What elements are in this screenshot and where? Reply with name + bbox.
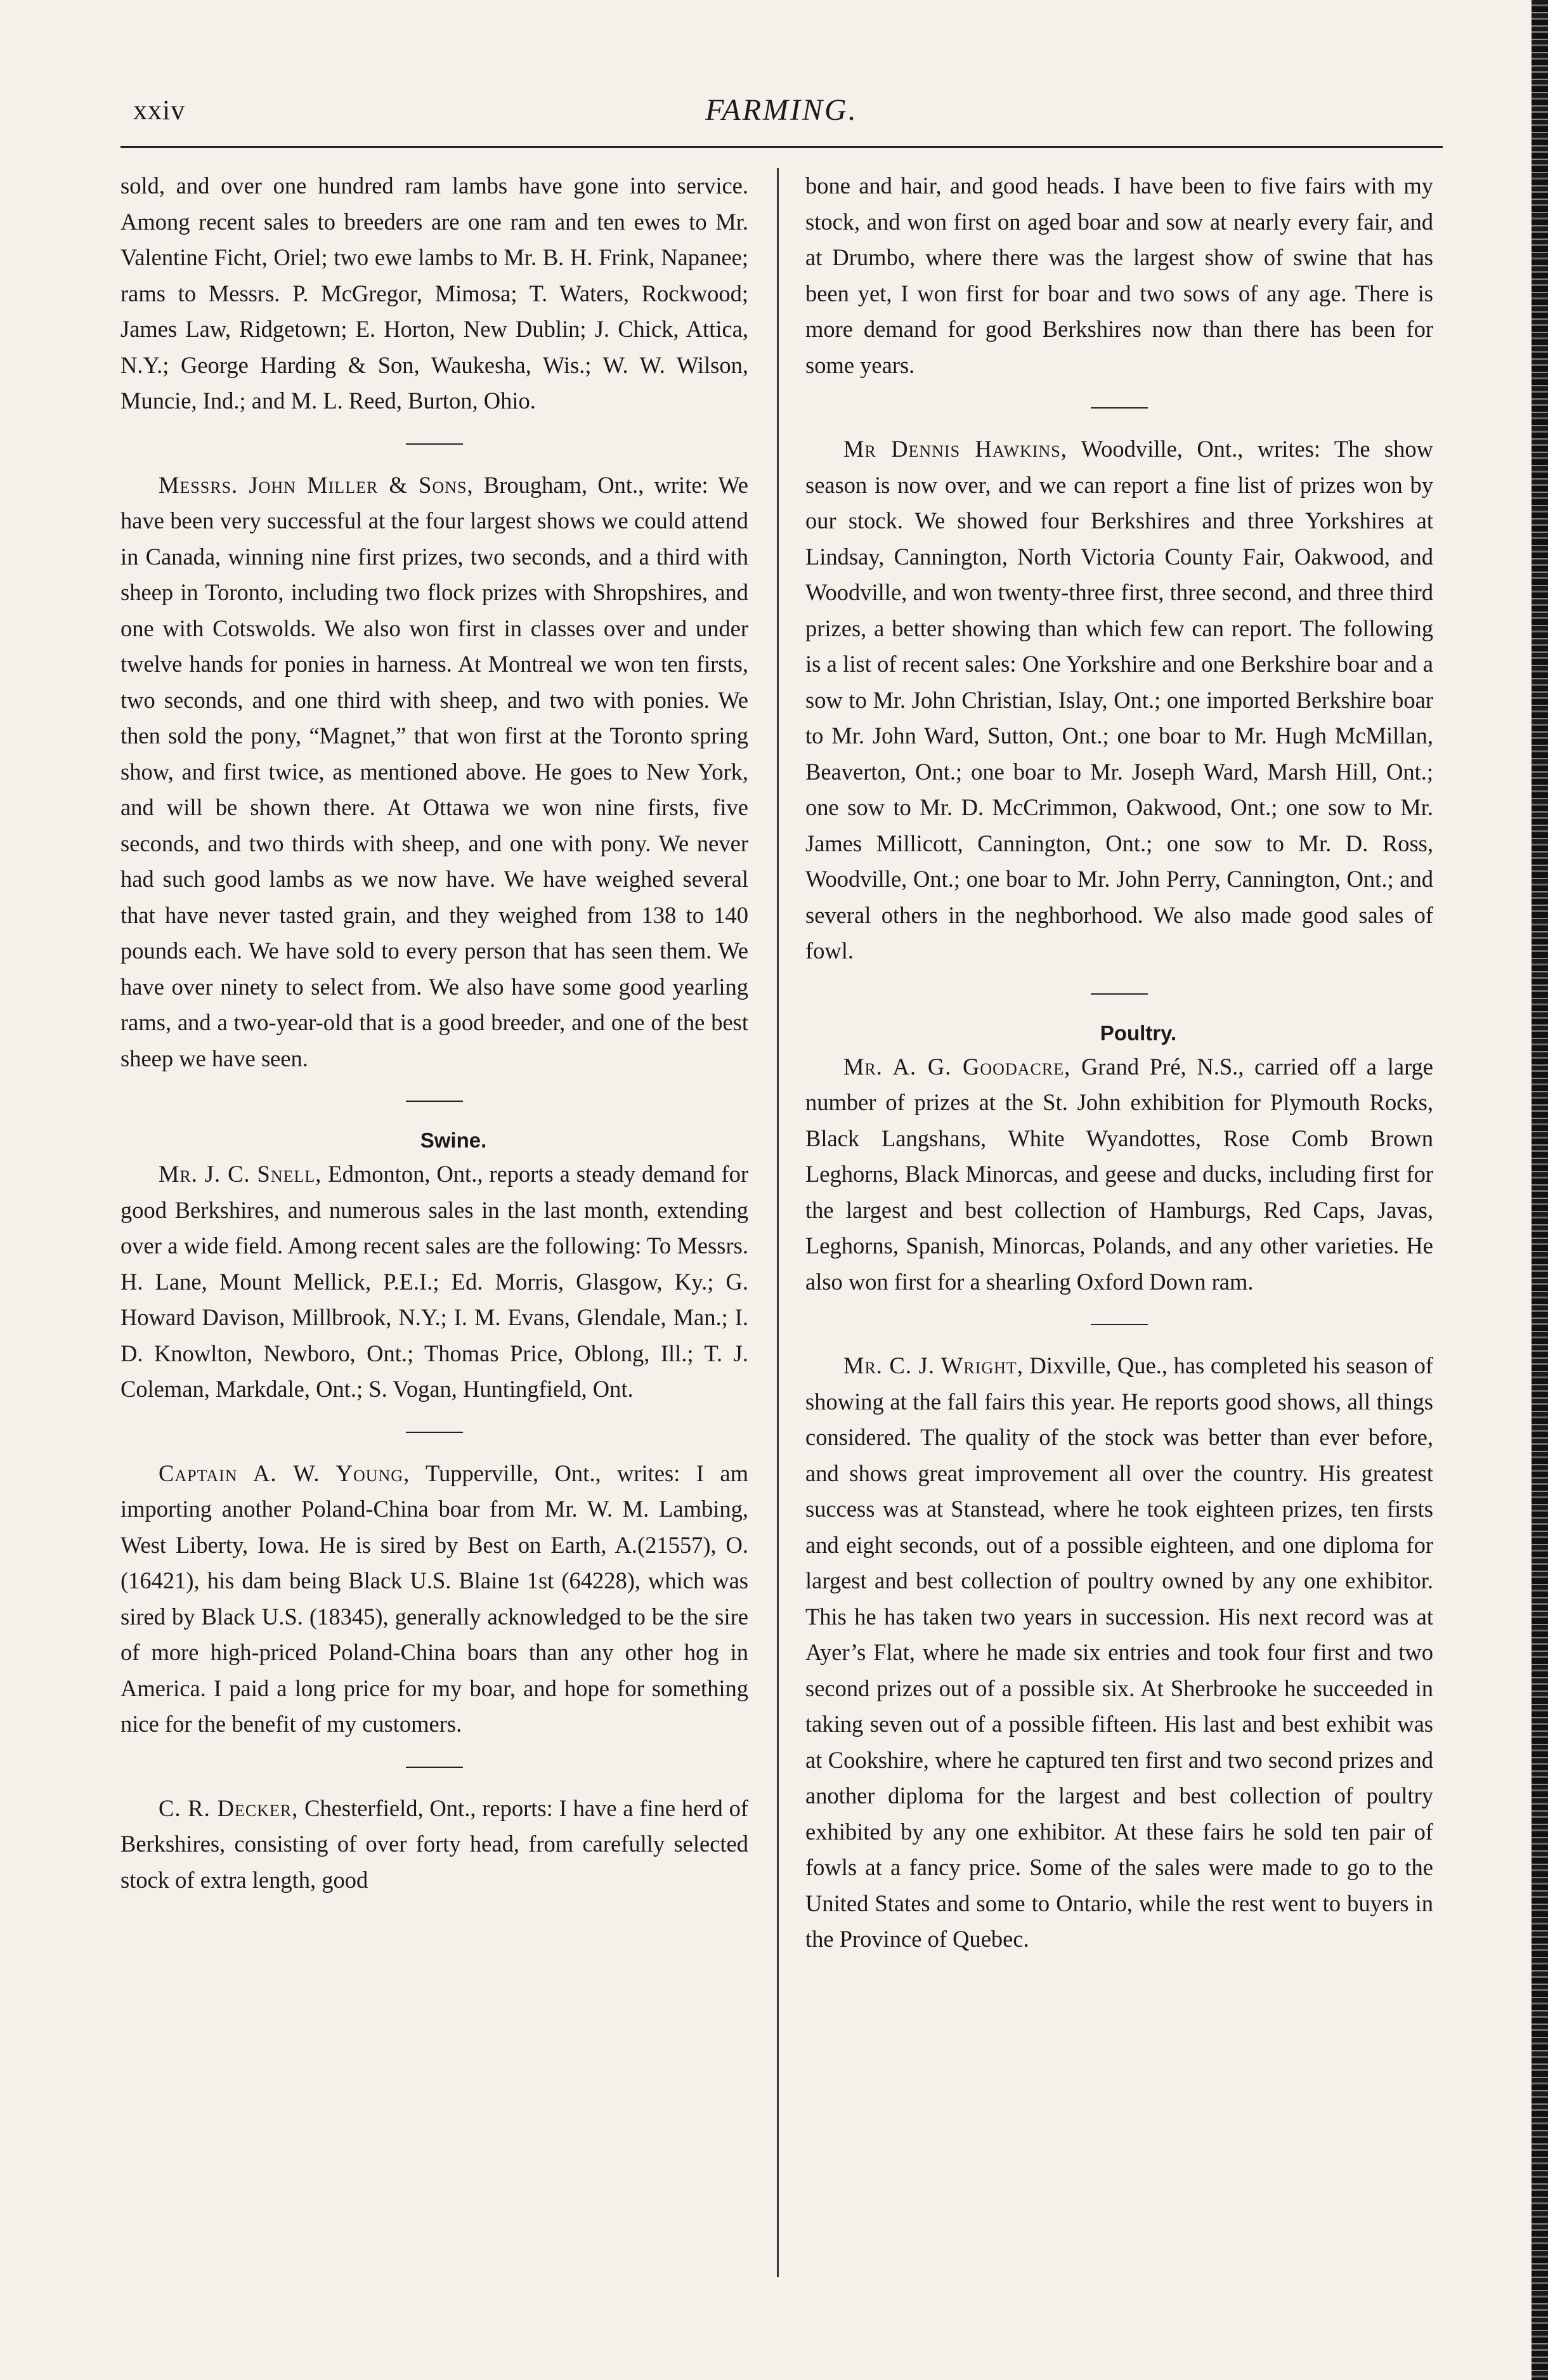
- paragraph-decker-continued: bone and hair, and good heads. I have been to five fairs with my stock, and won first on aged boar and sow at nearly every fair, and at Drumbo, where there was the largest show of swine that has been yet, I won first for boar and two sows of any age. There is more demand for good Berkshires now than there has been for some years.: [805, 173, 1433, 378]
- paragraph-text: Tupperville, Ont., writes: I am importing another Poland-China boar from Mr. W. M. Lambing, West Liberty, Iowa. He is sired by Best on Earth, A.(21557), O. (16421), his dam being Black U.S. Blaine 1st (64228), which was sired by Black U.S. (18345), generally acknowledged to be the sire of more high-priced Poland-China boars than any other hog in America. I paid a long price for my boar, and hope for something nice for the benefit of my customers.: [120, 1460, 748, 1737]
- section-rule: [1091, 993, 1148, 995]
- paragraph-decker: [120, 1791, 748, 1899]
- section-rule: [406, 1432, 463, 1433]
- page-number: xxiv: [133, 95, 186, 126]
- paragraph-wright: [805, 1348, 1433, 1958]
- scan-edge-strip: [1532, 0, 1548, 2380]
- paragraph-sheep-sales: sold, and over one hundred ram lambs have gone into service. Among recent sales to breeders are one ram and ten ewes to Mr. Valentine Ficht, Oriel; two ewe lambs to Mr. B. H. Frink, Napanee; rams to Messrs. P. McGregor, Mimosa; T. Waters, Rockwood; James Law, Ridgetown; E. Horton, New Dublin; J. Chick, Attica, N.Y.; George Harding & Son, Waukesha, Wis.; W. W. Wilson, Muncie, Ind.; and M. L. Reed, Burton, Ohio.: [120, 173, 748, 414]
- running-header: [120, 89, 1443, 148]
- correspondent-name: Mr Dennis Hawkins,: [843, 436, 1067, 462]
- heading-poultry: Poultry.: [1100, 1021, 1177, 1045]
- correspondent-name: C. R. Decker,: [159, 1795, 299, 1821]
- paragraph-text: Chesterfield, Ont., reports: I have a fine herd of Berkshires, consisting of over forty head, from carefully selected stock of extra length, good: [120, 1795, 748, 1893]
- section-rule: [1091, 1324, 1148, 1325]
- correspondent-name: Captain A. W. Young,: [159, 1460, 410, 1486]
- paragraph-text: Dixville, Que., has completed his season of showing at the fall fairs this year. He reports good shows, all things considered. The quality of the stock was better than ever before, and shows great improvement all over the country. His greatest success was at Stanstead, where he took eighteen prizes, ten firsts and eight seconds, out of a possible eighteen, and one diploma for largest and best collection of poultry owned by any one exhibitor. This he has taken two years in succession. His next record was at Ayer’s Flat, where he made six entries and took four first and two second prizes out of a possible six. At Sherbrooke he succeeded in taking seven out of a possible fifteen. His last and best exhibit was at Cookshire, where he captured ten first and two second prizes and another diploma for the largest and best collection of poultry exhibited by any one exhibitor. At these fairs he sold ten pair of fowls at a fancy price. Some of the sales were made to go to the United States and some to Ontario, while the rest went to buyers in the Province of Quebec.: [805, 1352, 1434, 1952]
- section-rule: [406, 1101, 463, 1102]
- paragraph-text: Woodville, Ont., writes: The show season is now over, and we can report a fine list of prizes won by our stock. We showed four Berkshires and three Yorkshires at Lindsay, Cannington, North Victoria County Fair, Oakwood, and Woodville, and won twenty-three first, three second, and three third prizes, a better showing than which few can report. The following is a list of recent sales: One Yorkshire and one Berkshire boar and a sow to Mr. John Christian, Islay, Ont.; one imported Berkshire boar to Mr. John Ward, Sutton, Ont.; one boar to Mr. Hugh McMillan, Beaverton, Ont.; one boar to Mr. Joseph Ward, Marsh Hill, Ont.; one sow to Mr. D. McCrimmon, Oakwood, Ont.; one sow to Mr. James Millicott, Cannington, Ont.; one sow to Mr. D. Ross, Woodville, Ont.; one boar to Mr. John Perry, Cannington, Ont.; and several others in the neghborhood. We also made good sales of fowl.: [805, 436, 1434, 964]
- correspondent-name: Mr. A. G. Goodacre,: [843, 1053, 1071, 1080]
- left-column: [120, 168, 748, 2296]
- running-title: FARMING.: [705, 93, 858, 127]
- paragraph-text: Edmonton, Ont., reports a steady demand for good Berkshires, and numerous sales in the last month, extending over a wide field. Among recent sales are the following: To Messrs. H. Lane, Mount Mellick, P.E.I.; Ed. Morris, Glasgow, Ky.; G. Howard Davison, Millbrook, N.Y.; I. M. Evans, Glendale, Man.; I. D. Knowlton, Newboro, Ont.; Thomas Price, Oblong, Ill.; T. J. Coleman, Markdale, Ont.; S. Vogan, Huntingfield, Ont.: [120, 1161, 748, 1402]
- section-rule: [406, 1767, 463, 1768]
- section-rule: [1091, 407, 1148, 409]
- paragraph-goodacre: [805, 1049, 1433, 1300]
- paragraph-text: Brougham, Ont., write: We have been very successful at the four largest shows we could attend in Canada, winning nine first prizes, two seconds, and a third with sheep in Toronto, including two flock prizes with Shropshires, and one with Cotswolds. We also won first in classes over and under twelve hands for ponies in harness. At Montreal we won ten firsts, two seconds, and one third with sheep, and two with ponies. We then sold the pony, “Magnet,” that won first at the Toronto spring show, and first twice, as mentioned above. He goes to New York, and will be shown there. At Ottawa we won nine firsts, five seconds, and two thirds with sheep, and one with pony. We never had such good lambs as we now have. We have weighed several that have never tasted grain, and they weighed from 138 to 140 pounds each. We have sold to every person that has seen them. We have over ninety to select from. We also have some good yearling rams, and a two-year-old that is a good breeder, and one of the best sheep we have seen.: [120, 471, 748, 1071]
- correspondent-name: Mr. J. C. Snell,: [159, 1161, 322, 1187]
- heading-swine: Swine.: [420, 1128, 487, 1152]
- paragraph-text: Grand Pré, N.S., carried off a large number of prizes at the St. John exhibition for Plymouth Rocks, Black Langshans, White Wyandottes, Rose Comb Brown Leghorns, Black Minorcas, and geese and ducks, including first for the largest and best collection of Hamburgs, Red Caps, Javas, Leghorns, Spanish, Minorcas, Polands, and any other varieties. He also won first for a shearling Oxford Down ram.: [805, 1053, 1434, 1295]
- paragraph-miller: [120, 468, 748, 1077]
- article-columns: [120, 168, 1443, 2296]
- correspondent-name: Mr. C. J. Wright,: [843, 1352, 1024, 1378]
- paragraph-snell: [120, 1156, 748, 1408]
- section-rule: [406, 443, 463, 445]
- page: [120, 89, 1443, 2296]
- correspondent-name: Messrs. John Miller & Sons,: [159, 471, 474, 498]
- column-divider: [777, 168, 779, 2277]
- paragraph-hawkins: [805, 431, 1433, 969]
- paragraph-young: [120, 1456, 748, 1743]
- right-column: [805, 168, 1433, 2296]
